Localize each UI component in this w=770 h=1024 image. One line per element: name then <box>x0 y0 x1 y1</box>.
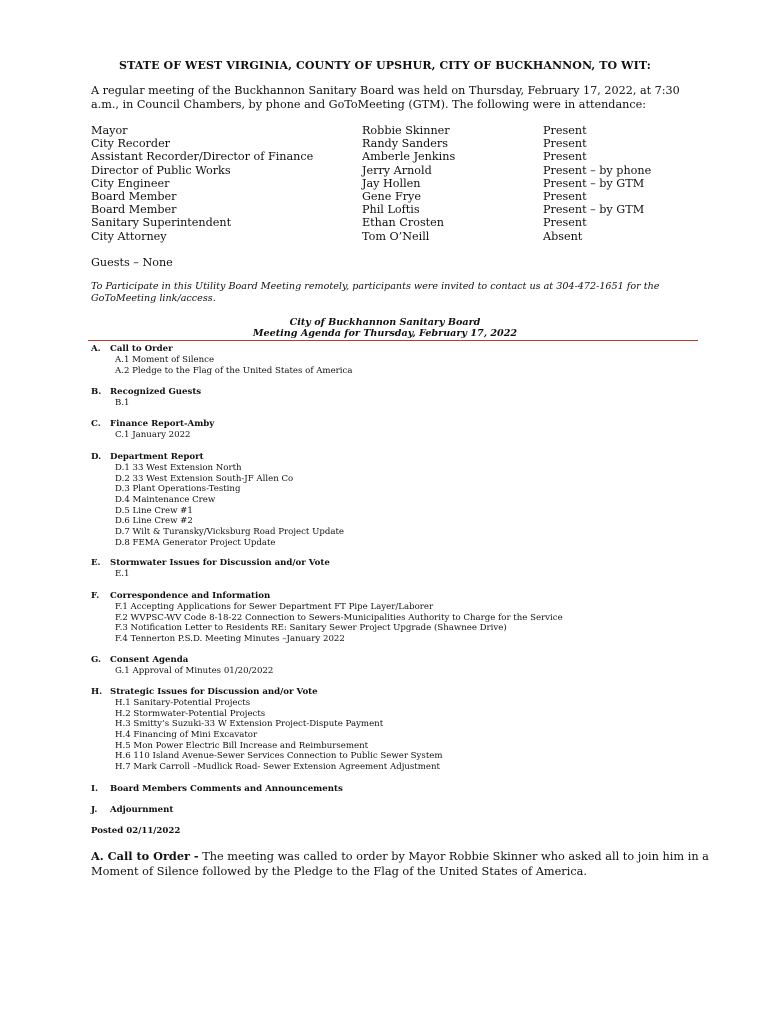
attendance-row <box>91 137 731 150</box>
attendee-name: Gene Frye <box>362 189 421 203</box>
posted-date: Posted 02/11/2022 <box>91 826 181 836</box>
attendee-status: Present – by phone <box>543 163 652 177</box>
agenda-item: D.6 Line Crew #2 <box>115 516 193 527</box>
agenda-item: D.8 FEMA Generator Project Update <box>115 537 276 548</box>
agenda-section-letter: A. <box>91 344 101 354</box>
attendee-name: Robbie Skinner <box>362 124 450 137</box>
agenda-section-title: Department Report <box>110 452 204 462</box>
attendee-status: Present <box>543 189 587 203</box>
attendee-name: Tom O’Neill <box>362 229 430 243</box>
agenda-section-heading <box>91 558 711 569</box>
attendee-role: Assistant Recorder/Director of Finance <box>91 150 314 164</box>
agenda-item: D.2 33 West Extension South-JF Allen Co <box>115 473 294 484</box>
agenda-section-letter: B. <box>91 387 102 397</box>
attendee-role: Mayor <box>91 124 128 137</box>
agenda-section <box>91 687 711 773</box>
agenda-section-title: Correspondence and Information <box>110 591 271 601</box>
agenda-item: D.7 Wilt & Turansky/Vicksburg Road Project Update <box>115 527 344 538</box>
attendee-name: Phil Loftis <box>362 203 420 217</box>
agenda-section <box>91 558 711 580</box>
agenda-item: A.1 Moment of Silence <box>115 355 215 365</box>
document-heading: STATE OF WEST VIRGINIA, COUNTY OF UPSHUR, CITY OF BUCKHANNON, TO WIT: <box>119 59 651 72</box>
attendee-status: Present <box>543 150 587 164</box>
attendee-name: Ethan Crosten <box>362 216 445 230</box>
attendance-row <box>91 177 731 190</box>
agenda-section <box>91 452 711 549</box>
attendee-role: Sanitary Superintendent <box>91 216 232 230</box>
agenda-section-letter: D. <box>91 452 102 462</box>
attendance-row <box>91 216 731 229</box>
agenda-section <box>91 419 711 441</box>
attendee-status: Present – by GTM <box>543 176 645 190</box>
agenda-section <box>91 344 711 376</box>
intro-paragraph: A regular meeting of the Buckhannon Sanitary Board was held on Thursday, February 17, 2022, at 7:30 a.m., in Council Chambers, by phone and GoToMeeting (GTM). The following were in attendance: <box>91 84 680 111</box>
agenda-section-title: Consent Agenda <box>110 655 189 665</box>
attendance-table <box>91 124 731 243</box>
agenda-item: H.5 Mon Power Electric Bill Increase and Reimbursement <box>115 740 369 751</box>
agenda-item: F.2 WVPSC-WV Code 8-18-22 Connection to Sewers-Municipalities Authority to Charge for the Service <box>115 612 563 623</box>
agenda-item: H.1 Sanitary-Potential Projects <box>115 698 251 708</box>
agenda-section <box>91 655 711 677</box>
agenda-section-heading <box>91 419 711 430</box>
agenda-item: D.1 33 West Extension North <box>115 463 242 473</box>
attendance-row <box>91 203 731 216</box>
agenda-section-letter: C. <box>91 419 101 429</box>
attendance-row <box>91 190 731 203</box>
attendee-status: Present <box>543 124 587 137</box>
agenda-section-heading <box>91 805 711 816</box>
attendee-status: Present <box>543 216 587 230</box>
agenda-section <box>91 591 711 645</box>
attendee-status: Absent <box>543 229 583 243</box>
attendee-status: Present <box>543 137 587 151</box>
agenda-item: D.5 Line Crew #1 <box>115 505 193 516</box>
agenda-section-title: Recognized Guests <box>110 387 202 397</box>
agenda-item: G.1 Approval of Minutes 01/20/2022 <box>115 666 274 676</box>
attendee-role: City Engineer <box>91 176 170 190</box>
attendee-name: Amberle Jenkins <box>362 150 456 164</box>
agenda-section <box>91 805 711 816</box>
attendance-row <box>91 124 731 137</box>
agenda-section-heading <box>91 452 711 463</box>
agenda-item: F.3 Notification Letter to Residents RE: Sanitary Sewer Project Upgrade (Shawnee Drive) <box>115 623 507 634</box>
attendance-row <box>91 230 731 243</box>
agenda-item: H.4 Financing of Mini Excavator <box>115 730 258 741</box>
call-to-order-text: The meeting was called to order by Mayor Robbie Skinner who asked all to join him in a Moment of Silence followed by the Pledge to the Flag of the United States of America. <box>91 850 709 878</box>
guests-line: Guests – None <box>91 256 173 269</box>
agenda-section-heading <box>91 591 711 602</box>
attendee-name: Jerry Arnold <box>362 163 432 177</box>
attendee-name: Jay Hollen <box>362 176 421 190</box>
attendee-role: Director of Public Works <box>91 163 231 177</box>
agenda-item: D.4 Maintenance Crew <box>115 495 216 506</box>
agenda-section-title: Stormwater Issues for Discussion and/or Vote <box>110 558 330 568</box>
agenda-section-letter: G. <box>91 655 102 665</box>
agenda-section-title: Call to Order <box>110 344 173 354</box>
agenda-item: H.2 Stormwater-Potential Projects <box>115 708 266 719</box>
call-to-order-paragraph <box>91 849 711 879</box>
agenda-section-heading <box>91 344 711 355</box>
agenda-section-letter: F. <box>91 591 100 601</box>
attendee-role: Board Member <box>91 189 177 203</box>
attendee-role: City Attorney <box>91 229 167 243</box>
agenda-item: F.1 Accepting Applications for Sewer Department FT Pipe Layer/Laborer <box>115 602 434 612</box>
agenda-section <box>91 387 711 409</box>
attendee-status: Present – by GTM <box>543 203 645 217</box>
remote-participation-note: To Participate in this Utility Board Meeting remotely, participants were invited to contact us at 304-472-1651 for the GoToMeeting link/access. <box>91 281 660 304</box>
agenda-item: D.3 Plant Operations-Testing <box>115 484 241 495</box>
agenda-section-letter: I. <box>91 784 99 794</box>
attendance-row <box>91 164 731 177</box>
agenda-section-title: Strategic Issues for Discussion and/or Vote <box>110 687 318 697</box>
agenda-item: H.3 Smitty’s Suzuki-33 W Extension Project-Dispute Payment <box>115 719 384 730</box>
agenda-divider <box>88 340 698 341</box>
agenda-item: A.2 Pledge to the Flag of the United States of America <box>115 365 353 376</box>
agenda-item: H.7 Mark Carroll –Mudlick Road- Sewer Extension Agreement Adjustment <box>115 762 440 773</box>
call-to-order-heading: A. Call to Order - <box>91 849 199 863</box>
agenda-section-heading <box>91 784 711 795</box>
agenda-section-letter: H. <box>91 687 103 697</box>
agenda-section-title: Adjournment <box>110 805 174 815</box>
agenda-title: City of Buckhannon Sanitary Board <box>289 317 481 328</box>
attendance-row <box>91 150 731 163</box>
agenda-section-letter: E. <box>91 558 101 568</box>
agenda-section <box>91 784 711 795</box>
agenda-item: F.4 Tennerton P.S.D. Meeting Minutes –January 2022 <box>115 634 345 645</box>
agenda-item: C.1 January 2022 <box>115 430 191 440</box>
agenda-section-title: Finance Report-Amby <box>110 419 215 429</box>
agenda-section-letter: J. <box>91 805 98 815</box>
agenda-section-heading <box>91 387 711 398</box>
attendee-role: Board Member <box>91 203 177 217</box>
agenda-section-heading <box>91 687 711 698</box>
agenda-subtitle: Meeting Agenda for Thursday, February 17, 2022 <box>252 328 518 339</box>
agenda-item: E.1 <box>115 569 130 579</box>
attendee-name: Randy Sanders <box>362 137 449 151</box>
agenda-item: H.6 110 Island Avenue-Sewer Services Connection to Public Sewer System <box>115 751 443 762</box>
agenda-section-heading <box>91 655 711 666</box>
agenda-section-title: Board Members Comments and Announcements <box>110 784 343 794</box>
agenda-item: B.1 <box>115 398 130 408</box>
attendee-role: City Recorder <box>91 137 171 151</box>
